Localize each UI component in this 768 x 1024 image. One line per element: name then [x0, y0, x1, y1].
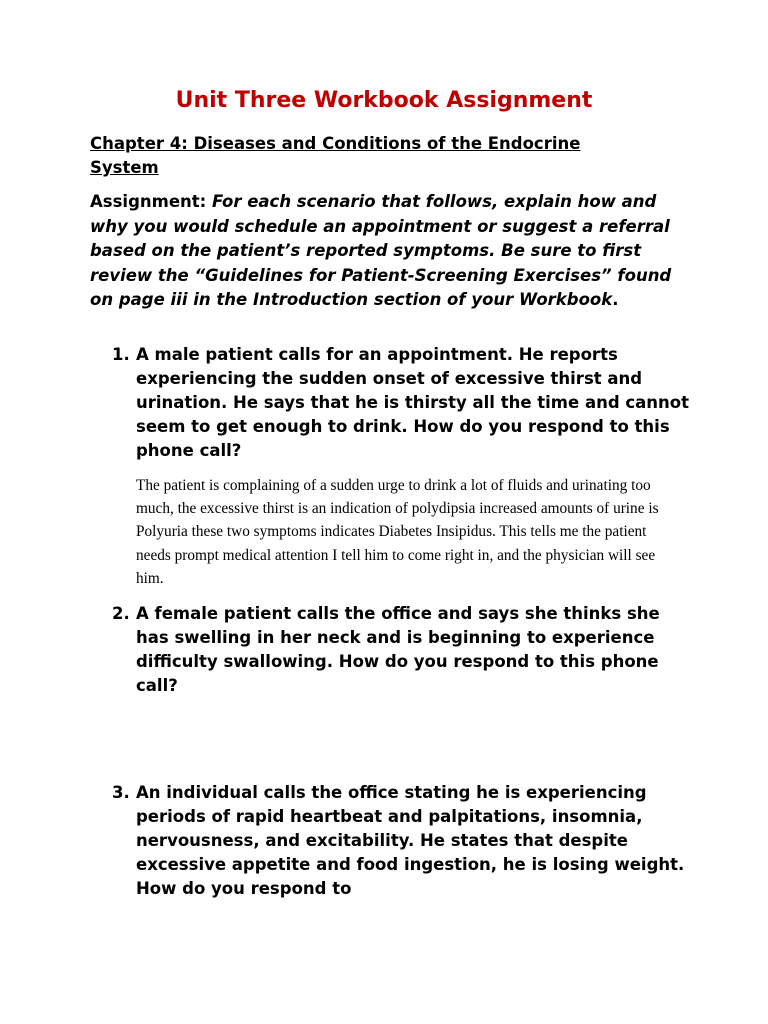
- question-1: [112, 343, 692, 463]
- question-3: [112, 781, 692, 901]
- assignment-text: For each scenario that follows, explain how and why you would schedule an appointment or suggest a referral based on the patient’s reported symptoms. Be sure to first review the “Guidelines for Patient-Screening Exercises” found on page iii in the Introduction section of your Workbook: [90, 192, 672, 309]
- assignment-instructions: [90, 190, 690, 313]
- document-title: Unit Three Workbook Assignment: [175, 88, 593, 113]
- question-2: [112, 602, 692, 698]
- question-text: A female patient calls the office and says she thinks she has swelling in her neck and is beginning to experience difficulty swallowing. How do you respond to this phone call?: [136, 604, 660, 695]
- chapter-heading: Chapter 4: Diseases and Conditions of the Endocrine System: [90, 134, 581, 177]
- question-text: An individual calls the office stating he is experiencing periods of rapid heartbeat and palpitations, insomnia, nervousness, and excitability. He states that despite excessive appetite and food ingestion, he is losing weight. How do you respond to: [136, 783, 685, 898]
- question-text: A male patient calls for an appointment. He reports experiencing the sudden onset of excessive thirst and urination. He says that he is thirsty all the time and cannot seem to get enough to drink. How do you respond to this phone call?: [136, 345, 690, 460]
- answer-1: The patient is complaining of a sudden urge to drink a lot of fluids and urinating too much, the excessive thirst is an indication of polydipsia increased amounts of urine is Polyuria these two symptoms indicates Diabetes Insipidus. This tells me the patient needs prompt medical attention I tell him to come right in, and the physician will see him.: [136, 477, 659, 587]
- question-number: 1.: [112, 345, 130, 364]
- question-number: 2.: [112, 604, 130, 623]
- question-number: 3.: [112, 783, 130, 802]
- assignment-period: .: [612, 290, 619, 309]
- assignment-label: Assignment:: [90, 192, 212, 211]
